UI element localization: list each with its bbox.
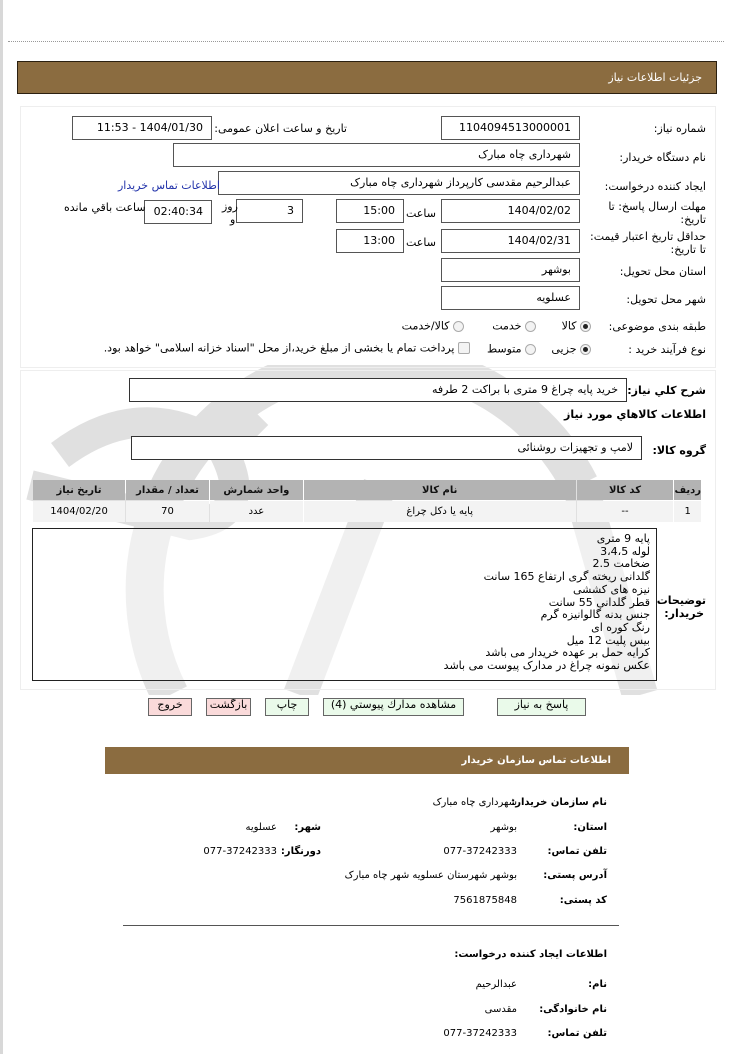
announce-date-field[interactable]: 1404/01/30 - 11:53: [72, 116, 212, 140]
col-name-header: نام کالا: [304, 480, 576, 500]
goods-info-title: اطلاعات کالاهاي مورد نیاز: [564, 408, 706, 421]
requester-phone-label: تلفن تماس:: [547, 1028, 607, 1039]
announce-date-label: تاریخ و ساعت اعلان عمومی:: [214, 122, 347, 135]
note-line: جنس بدنه گالوانیزه گرم: [540, 608, 650, 622]
deadline-date-field[interactable]: 1404/02/02: [441, 199, 580, 223]
note-line: گلدانی ریخته گری ارتفاع 165 سانت: [483, 570, 650, 584]
time-remaining-label: ساعت باقي مانده: [64, 201, 146, 214]
delivery-city-label: شهر محل تحویل:: [626, 293, 706, 306]
buyer-contact-link[interactable]: اطلاعات تماس خریدار: [118, 179, 220, 192]
category-label: طبقه بندی موضوعی:: [608, 320, 706, 333]
buyer-org-field[interactable]: شهرداری چاه مبارک: [173, 143, 580, 167]
category-option-service[interactable]: خدمت: [492, 319, 536, 333]
need-number-label: شماره نیاز:: [653, 122, 706, 135]
col-date-header: تاریخ نیاز: [33, 480, 125, 500]
days-remaining-field[interactable]: 3: [236, 199, 303, 223]
deadline-time-label: ساعت: [406, 207, 436, 220]
price-validity-date-field[interactable]: 1404/02/31: [441, 229, 580, 253]
buyer-notes-label: توضیحات: [656, 594, 706, 607]
radio-selected-icon[interactable]: [580, 344, 591, 355]
cell-name: پایه یا دکل چراغ: [304, 501, 576, 522]
table-header-row: [33, 480, 701, 500]
note-line: نیزه های کششی: [573, 582, 650, 596]
top-divider: [8, 41, 724, 42]
cell-row: 1: [674, 501, 701, 522]
contact-address-label: آدرس پستی:: [543, 870, 607, 881]
delivery-province-label: استان محل تحویل:: [619, 265, 706, 278]
contact-section-title: اطلاعات تماس سازمان خریدار: [461, 755, 611, 766]
note-line: رنگ کوره ای: [591, 620, 650, 634]
exit-button[interactable]: خروج: [148, 698, 192, 716]
respond-button[interactable]: پاسخ به نیاز: [497, 698, 586, 716]
deadline-label: مهلت ارسال پاسخ: تا: [608, 200, 706, 213]
note-line: قطر گلدانی 55 سانت: [548, 595, 650, 609]
note-line: کرایه حمل بر عهده خریدار می باشد: [485, 646, 650, 660]
col-unit-header: واحد شمارش: [210, 480, 303, 500]
goods-group-field[interactable]: لامپ و تجهیزات روشنائی: [131, 436, 642, 460]
contact-phone-label: تلفن تماس:: [547, 846, 607, 857]
contact-phone-value: 077-37242333: [443, 846, 517, 857]
cell-qty: 70: [126, 501, 209, 522]
note-line: بیس پلیت 12 میل: [566, 633, 650, 647]
contact-province-value: بوشهر: [490, 822, 517, 833]
attachments-button[interactable]: مشاهده مدارك پیوستي (4): [323, 698, 464, 716]
note-line: پایه 9 متری: [596, 532, 650, 545]
process-option-medium[interactable]: متوسط: [487, 342, 536, 356]
contact-city-label: شهر:: [294, 822, 321, 833]
contact-org-label: نام سازمان خریدار:: [511, 797, 607, 808]
contact-address-value: بوشهر شهرستان عسلویه شهر چاه مبارک: [344, 870, 517, 881]
contact-city-value: عسلویه: [245, 822, 277, 833]
print-button[interactable]: چاپ: [265, 698, 309, 716]
items-table: [32, 479, 702, 523]
contact-section-header: [105, 747, 629, 774]
delivery-province-field[interactable]: بوشهر: [441, 258, 580, 282]
radio-icon[interactable]: [525, 321, 536, 332]
delivery-city-field[interactable]: عسلویه: [441, 286, 580, 310]
contact-fax-value: 077-37242333: [203, 846, 277, 857]
deadline-label-2: تاریخ:: [680, 213, 706, 226]
contact-org-value: شهرداری چاه مبارک: [432, 797, 517, 808]
summary-field[interactable]: خرید پایه چراغ 9 متری با براکت 2 طرفه: [129, 378, 627, 402]
summary-label: شرح کلي نیاز:: [627, 384, 706, 397]
price-validity-time-field[interactable]: 13:00: [336, 229, 404, 253]
buyer-notes-label-2: خریدار:: [664, 607, 704, 620]
note-line: عکس نمونه چراغ در مدارک پیوست می باشد: [443, 659, 650, 673]
page-header: [17, 61, 717, 94]
goods-group-label: گروه کالا:: [652, 444, 706, 457]
note-line: ضخامت 2.5: [592, 557, 650, 571]
category-option-goods-service[interactable]: کالا/خدمت: [402, 319, 464, 333]
radio-icon[interactable]: [525, 344, 536, 355]
contact-postal-value: 7561875848: [453, 895, 517, 906]
price-validity-time-label: ساعت: [406, 236, 436, 249]
category-option-goods[interactable]: کالا: [562, 319, 591, 333]
left-scroll-edge: [0, 0, 3, 1054]
radio-icon[interactable]: [453, 321, 464, 332]
contact-fax-label: دورنگار:: [280, 846, 321, 857]
time-remaining-field[interactable]: 02:40:34: [144, 200, 212, 224]
checkbox-icon[interactable]: [458, 342, 470, 354]
need-number-field[interactable]: 1104094513000001: [441, 116, 580, 140]
process-option-minor[interactable]: جزیی: [551, 342, 591, 356]
cell-unit: عدد: [210, 501, 303, 522]
creator-field[interactable]: عبدالرحیم مقدسی کارپرداز شهرداری چاه مبارک: [218, 171, 580, 195]
requester-name-value: عبدالرحیم: [475, 979, 517, 990]
buyer-org-label: نام دستگاه خریدار:: [619, 151, 706, 164]
treasury-checkbox[interactable]: پرداخت تمام یا بخشی از مبلغ خرید،از محل "اسناد خزانه اسلامی" خواهد بود.: [104, 341, 470, 355]
requester-phone-value: 077-37242333: [443, 1028, 517, 1039]
price-validity-label: حداقل تاریخ اعتبار قیمت:: [590, 230, 706, 243]
col-row-header: ردیف: [674, 480, 701, 500]
cell-code: --: [577, 501, 674, 522]
table-row: [33, 501, 701, 522]
page-title: جزئیات اطلاعات نیاز: [608, 71, 702, 84]
section-divider: [123, 925, 619, 926]
contact-province-label: استان:: [573, 822, 607, 833]
creator-label: ایجاد کننده درخواست:: [604, 180, 706, 193]
cell-date: 1404/02/20: [33, 501, 125, 522]
price-validity-label-2: تا تاریخ:: [670, 243, 706, 256]
requester-family-label: نام خانوادگی:: [539, 1004, 607, 1015]
process-type-label: نوع فرآیند خرید :: [628, 343, 706, 356]
contact-postal-label: کد پستی:: [559, 895, 607, 906]
note-line: لوله 3،4،5: [600, 544, 650, 558]
requester-name-label: نام:: [588, 979, 607, 990]
radio-selected-icon[interactable]: [580, 321, 591, 332]
days-and-label: و: [230, 213, 236, 226]
col-code-header: کد کالا: [577, 480, 674, 500]
days-label: روز: [222, 200, 238, 213]
buyer-notes-box[interactable]: [32, 528, 657, 681]
deadline-time-field[interactable]: 15:00: [336, 199, 404, 223]
col-qty-header: تعداد / مقدار: [126, 480, 209, 500]
back-button[interactable]: بازگشت: [206, 698, 251, 716]
requester-family-value: مقدسی: [484, 1004, 517, 1015]
requester-title: اطلاعات ایجاد کننده درخواست:: [454, 949, 607, 960]
